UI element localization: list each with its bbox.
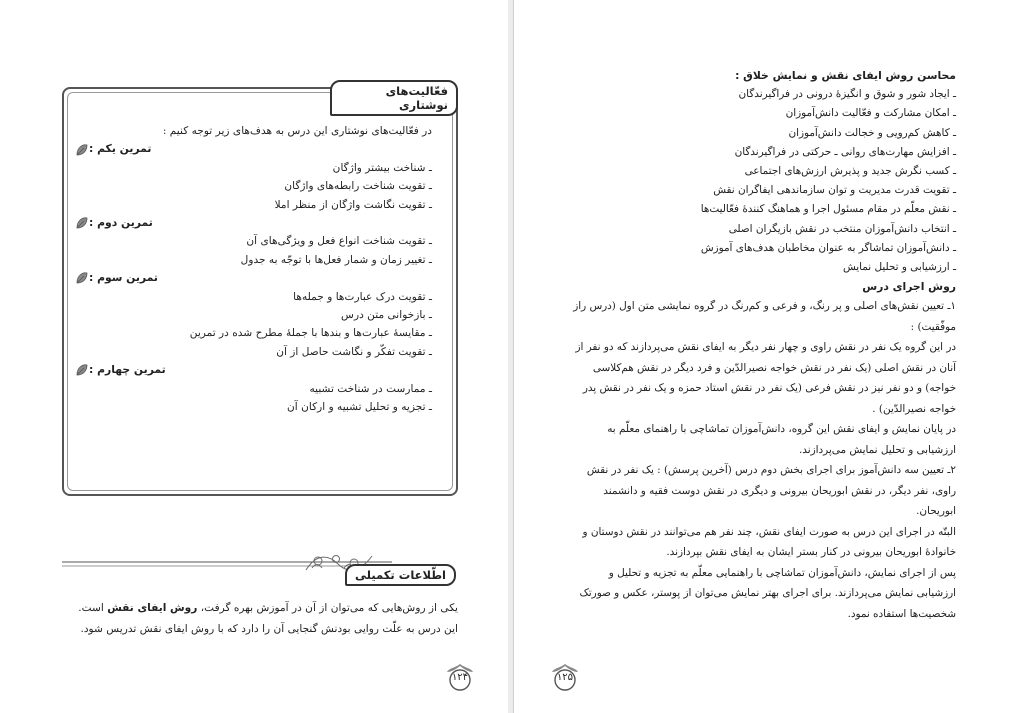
exercise-3-title: تمرین سوم : — [72, 269, 432, 287]
exercise-item: ـ تغییر زمان و شمار فعل‌ها با توجّه به جدول — [240, 253, 432, 266]
leaf-icon — [75, 216, 89, 230]
exercise-1-title: تمرین یکم : — [72, 140, 432, 158]
exercise-item: ـ تقویت نگاشت واژگان از منظر املا — [274, 198, 432, 211]
leaf-icon — [75, 271, 89, 285]
advantages-title: محاسن روش ایفای نقش و نمایش خلاق : — [735, 69, 956, 82]
activities-header — [330, 76, 458, 112]
exercise-item: ـ ممارست در شناخت تشبیه — [309, 382, 432, 395]
advantage-item: ـ انتخاب دانش‌آموزان منتخب در نقش بازیگران اصلی — [728, 222, 956, 235]
exercise-item: ـ تقویت شناخت انواع فعل و ویژگی‌های آن — [246, 235, 432, 248]
exercise-item: ـ بازخوانی متن درس — [341, 309, 432, 322]
method-paragraph: ۲ـ تعیین سه دانش‌آموز برای اجرای بخش دوم درس (آخرین پرسش) : یک نفر در نقش راوی، نفر دیگر، در نقش ابوریحان بیرونی و دیگری در نقش دوست فقیه و دانشمند ابوریحان. — [586, 464, 956, 518]
extra-info-bold: روش ایفای نقش — [107, 602, 198, 614]
activities-content — [72, 122, 432, 417]
advantage-item: ـ افزایش مهارت‌های روانی ـ حرکتی در فراگیرندگان — [734, 145, 956, 158]
method-paragraph: پس از اجرای نمایش، دانش‌آموزان تماشاچی با راهنمایی معلّم به تجزیه و تحلیل و ارزشیابی نمایش می‌پردازند. برای اجرای بهتر نمایش می‌توان از پوستر، عکس و صورتک شخصیت‌ها استفاده نمود. — [579, 566, 956, 620]
exercise-item: ـ تجزیه و تحلیل تشبیه و ارکان آن — [287, 401, 432, 414]
exercise-item: ـ تقویت درک عبارت‌ها و جمله‌ها — [293, 290, 432, 303]
extra-info-header — [296, 548, 456, 584]
extra-info-text: یکی از روش‌هایی که می‌توان از آن در آموزش بهره گرفت، روش ایفای نقش است. این درس به علّت روایی بودنش گنجایی آن را دارد که با روش ایفای نقش تدریس شود. — [78, 602, 458, 635]
exercise-4-title: تمرین چهارم : — [72, 361, 432, 379]
leaf-icon — [75, 143, 89, 157]
advantage-item: ـ کاهش کم‌رویی و خجالت دانش‌آموزان — [788, 126, 956, 139]
method-paragraph: ۱ـ تعیین نقش‌های اصلی و پر رنگ، و فرعی و کم‌رنگ در گروه نمایشی متن اول (درس راز موفّقیت) : — [573, 300, 956, 333]
method-paragraph: البتّه در اجرای این درس به صورت ایفای نقش، چند نفر هم می‌توانند در نقش دوستان و خانوادهٔ ابوریحان بیرونی در کنار بستر ایشان به ایفای نقش بپردازند. — [582, 525, 956, 559]
advantage-item: ـ کسب نگرش جدید و پذیرش ارزش‌های اجتماعی — [744, 165, 956, 178]
exercise-2-title: تمرین دوم : — [72, 214, 432, 232]
right-page-content — [572, 66, 956, 624]
exercise-item: ـ مقایسهٔ عبارت‌ها و بندها با جملهٔ مطرح شده در تمرین — [189, 327, 432, 340]
page-number-right: ۱۲۵ — [548, 660, 582, 694]
advantage-item: ـ امکان مشارکت و فعّالیت دانش‌آموزان — [785, 107, 956, 120]
exercise-item: ـ تقویت شناخت رابطه‌های واژگان — [284, 180, 432, 193]
exercise-item: ـ شناخت بیشتر واژگان — [332, 161, 432, 174]
exercise-item: ـ تقویت تفکّر و نگاشت حاصل از آن — [276, 345, 432, 358]
extra-info-title: اطّلاعات تکمیلی — [345, 564, 456, 586]
advantage-item: ـ ارزشیابی و تحلیل نمایش — [842, 261, 956, 274]
activities-intro: در فعّالیت‌های نوشتاری این درس به هدف‌های زیر توجه کنیم : — [162, 125, 432, 137]
method-title: روش اجرای درس — [862, 280, 956, 294]
page-number-left: ۱۲۴ — [443, 660, 477, 694]
advantage-item: ـ نقش معلّم در مقام مسئول اجرا و هماهنگ کنندهٔ فعّالیت‌ها — [700, 203, 956, 216]
advantage-item: ـ ایجاد شور و شوق و انگیزهٔ درونی در فراگیرندگان — [738, 88, 956, 101]
method-paragraph: در پایان نمایش و ایفای نقش این گروه، دانش‌آموزان تماشاچی با راهنمای معلّم به ارزشیابی و تحلیل نمایش می‌پردازند. — [607, 423, 956, 456]
advantage-item: ـ دانش‌آموزان تماشاگر به عنوان مخاطبان هدف‌های آموزش — [700, 241, 956, 254]
activities-title: فعّالیت‌های نوشتاری — [330, 80, 458, 116]
leaf-icon — [75, 363, 89, 377]
advantage-item: ـ تقویت قدرت مدیریت و توان سازماندهی ایفاگران نقش — [713, 184, 956, 197]
method-paragraph: در این گروه یک نفر در نقش راوی و چهار نفر دیگر به ایفای نقش می‌پردازند که دو نفر از آنان در نقش اصلی (یک نفر در نقش خواجه نصیرالدّین و فرد دیگر در نقش هم‌کلاسی خواجه) و دو نفر نیز در نقش فرعی (یک نفر در نقش استاد حمزه و یک نفر در نقش پدر خواجه نصیرالدّین) . — [575, 341, 956, 415]
